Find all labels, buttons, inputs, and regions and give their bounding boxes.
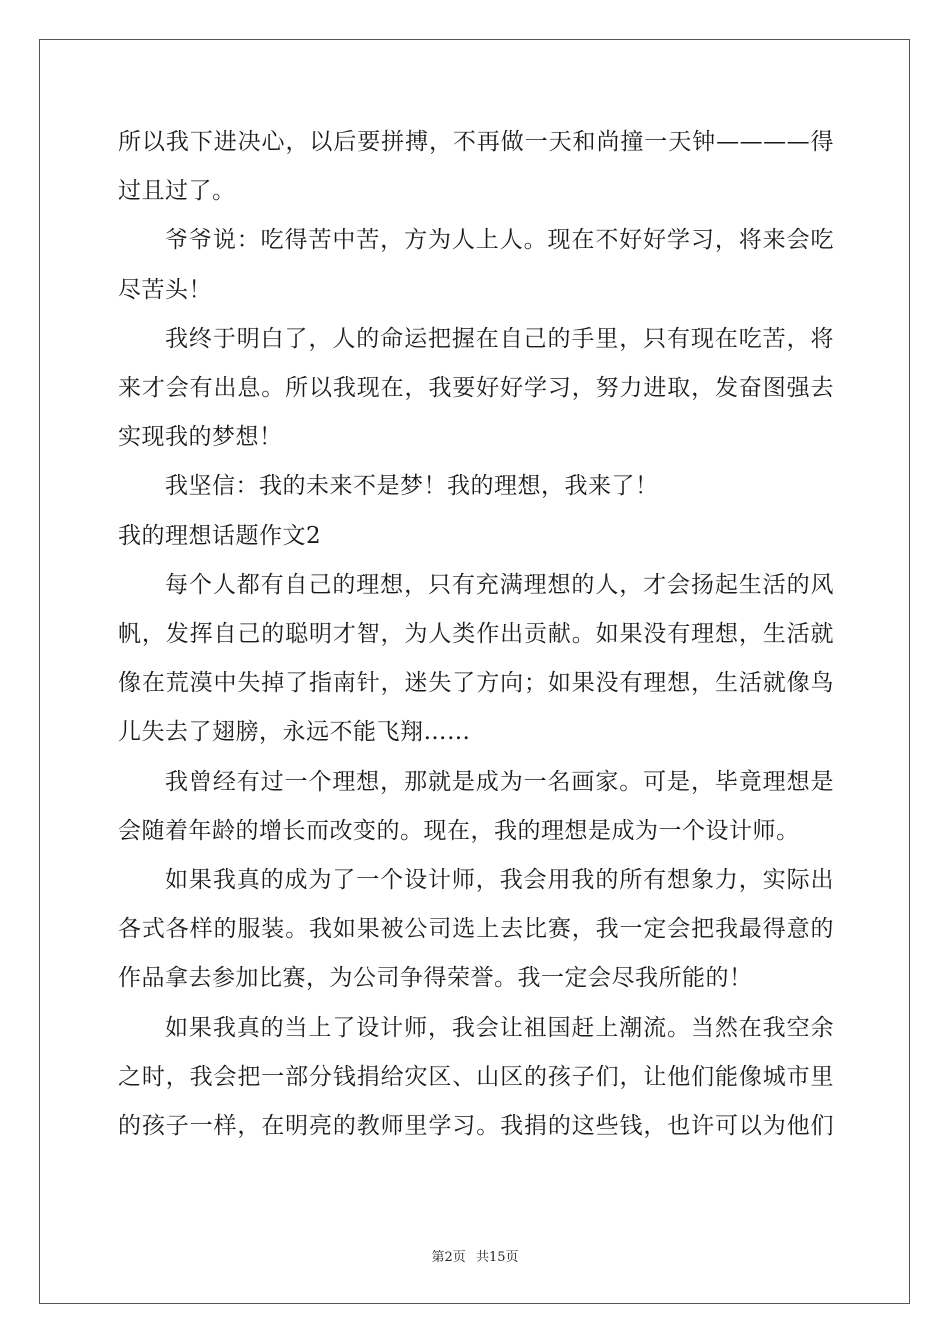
text-line: 我曾经有过一个理想，那就是成为一名画家。可是，毕竟理想是 xyxy=(165,769,834,795)
text-line: 各式各样的服装。我如果被公司选上去比赛，我一定会把我最得意的 xyxy=(118,916,834,942)
page-number: 第2页 xyxy=(431,1250,466,1265)
text-line: 儿失去了翅膀，永远不能飞翔…… xyxy=(118,719,471,745)
text-line: 尽苦头！ xyxy=(118,277,212,303)
text-line: 每个人都有自己的理想，只有充满理想的人，才会扬起生活的风 xyxy=(165,572,834,598)
text-line: 像在荒漠中失掉了指南针，迷失了方向；如果没有理想，生活就像鸟 xyxy=(118,670,834,696)
text-line: 我坚信：我的未来不是梦！我的理想，我来了！ xyxy=(165,473,659,499)
text-line: 之时，我会把一部分钱捐给灾区、山区的孩子们，让他们能像城市里 xyxy=(118,1064,834,1090)
text-line: 帆，发挥自己的聪明才智，为人类作出贡献。如果没有理想，生活就 xyxy=(118,621,834,647)
section-heading: 我的理想话题作文2 xyxy=(118,523,322,549)
text-line: 如果我真的当上了设计师，我会让祖国赶上潮流。当然在我空余 xyxy=(165,1015,834,1041)
text-line: 我终于明白了，人的命运把握在自己的手里，只有现在吃苦，将 xyxy=(165,326,834,352)
text-line: 实现我的梦想！ xyxy=(118,424,283,450)
text-line: 的孩子一样，在明亮的教师里学习。我捐的这些钱，也许可以为他们 xyxy=(118,1113,834,1139)
text-line: 过且过了。 xyxy=(118,178,236,204)
text-line: 如果我真的成为了一个设计师，我会用我的所有想象力，实际出 xyxy=(165,867,834,893)
page-total: 共15页 xyxy=(475,1250,519,1265)
text-line: 会随着年龄的增长而改变的。现在，我的理想是成为一个设计师。 xyxy=(118,818,800,844)
page-footer xyxy=(0,1246,950,1265)
text-line: 所以我下进决心，以后要拼搏，不再做一天和尚撞一天钟————得 xyxy=(118,129,834,155)
text-line: 爷爷说：吃得苦中苦，方为人上人。现在不好好学习，将来会吃 xyxy=(165,227,834,253)
text-line: 来才会有出息。所以我现在，我要好好学习，努力进取，发奋图强去 xyxy=(118,375,834,401)
text-line: 作品拿去参加比赛，为公司争得荣誉。我一定会尽我所能的！ xyxy=(118,965,753,991)
